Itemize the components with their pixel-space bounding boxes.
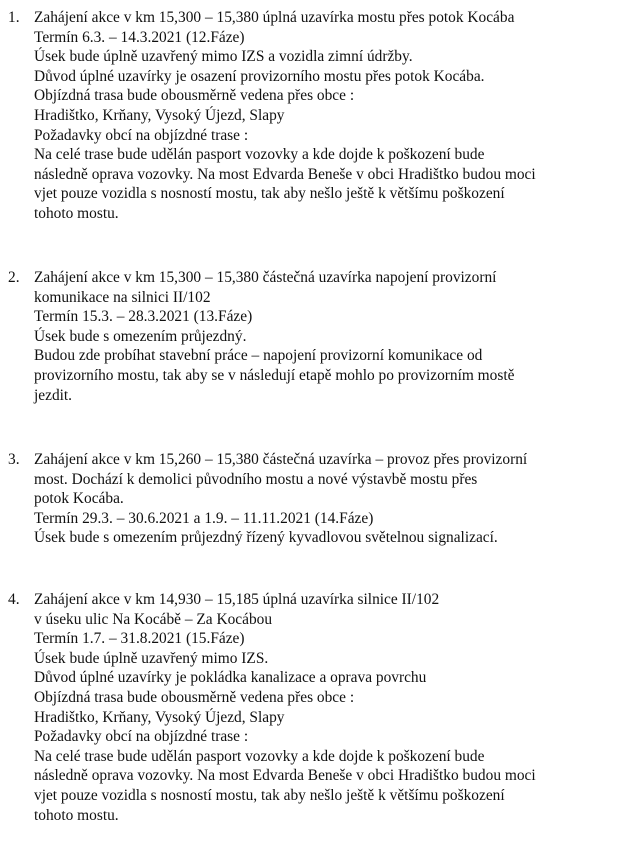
list-item-2 <box>8 268 608 405</box>
text-line: Požadavky obcí na objízdné trase : <box>34 728 249 746</box>
list-item-4 <box>8 590 608 825</box>
item-text <box>34 450 608 548</box>
text-line: Hradištko, Krňany, Vysoký Újezd, Slapy <box>34 708 285 726</box>
text-line: Úsek bude úplně uzavřený mimo IZS. <box>34 649 269 667</box>
text-line: Úsek bude s omezením průjezdný řízený kyvadlovou světelnou signalizací. <box>34 529 498 547</box>
item-term: Termín 1.7. – 31.8.2021 (15.Fáze) <box>34 630 245 648</box>
text-line: tohoto mostu. <box>34 806 119 824</box>
text-line: následně oprava vozovky. Na most Edvarda Beneše v obci Hradištko budou moci <box>34 767 536 785</box>
list-number: 2. <box>8 269 20 286</box>
text-line: Důvod úplné uzavírky je pokládka kanalizace a oprava povrchu <box>34 669 427 687</box>
text-line: Objízdná trasa bude obousměrně vedena přes obce : <box>34 87 355 105</box>
list-number: 4. <box>8 591 20 608</box>
item-heading: Zahájení akce v km 15,260 – 15,380 částečná uzavírka – provoz přes provizorní <box>34 451 528 468</box>
item-text <box>34 8 608 224</box>
text-line: vjet pouze vozidla s nosností mostu, tak aby nešlo ještě k většímu poškození <box>34 185 505 203</box>
text-line: následně oprava vozovky. Na most Edvarda Beneše v obci Hradištko budou moci <box>34 165 536 183</box>
item-heading: Zahájení akce v km 15,300 – 15,380 úplná uzavírka mostu přes potok Kocába <box>34 9 515 26</box>
list-number: 3. <box>8 451 20 468</box>
item-text <box>34 590 608 825</box>
text-line: Objízdná trasa bude obousměrně vedena přes obce : <box>34 688 355 706</box>
text-line: vjet pouze vozidla s nosností mostu, tak aby nešlo ještě k většímu poškození <box>34 786 505 804</box>
text-line: Budou zde probíhat stavební práce – napojení provizorní komunikace od <box>34 347 483 365</box>
item-term: Termín 29.3. – 30.6.2021 a 1.9. – 11.11.2021 (14.Fáze) <box>34 509 374 527</box>
list-item-3 <box>8 450 608 548</box>
item-heading-cont: v úseku ulic Na Kocábě – Za Kocábou <box>34 610 273 628</box>
text-line: Úsek bude úplně uzavřený mimo IZS a vozidla zimní údržby. <box>34 48 413 66</box>
list-number: 1. <box>8 9 20 26</box>
text-line: Na celé trase bude udělán pasport vozovky a kde dojde k poškození bude <box>34 146 485 164</box>
text-line: Hradištko, Krňany, Vysoký Újezd, Slapy <box>34 106 285 124</box>
item-heading: Zahájení akce v km 15,300 – 15,380 částečná uzavírka napojení provizorní <box>34 269 497 286</box>
item-term: Termín 15.3. – 28.3.2021 (13.Fáze) <box>34 308 253 326</box>
text-line: Důvod úplné uzavírky je osazení provizorního mostu přes potok Kocába. <box>34 67 485 85</box>
text-line: Úsek bude s omezením průjezdný. <box>34 327 247 345</box>
item-heading-cont: komunikace na silnici II/102 <box>34 288 211 306</box>
text-line: Na celé trase bude udělán pasport vozovky a kde dojde k poškození bude <box>34 747 485 765</box>
item-text <box>34 268 608 405</box>
item-heading-cont: most. Dochází k demolici původního mostu a nové výstavbě mostu přes <box>34 470 478 488</box>
text-line: tohoto mostu. <box>34 204 119 222</box>
text-line: Požadavky obcí na objízdné trase : <box>34 126 249 144</box>
item-heading: Zahájení akce v km 14,930 – 15,185 úplná uzavírka silnice II/102 <box>34 591 440 608</box>
text-line: provizorního mostu, tak aby se v následují etapě mohlo po provizorním mostě <box>34 366 515 384</box>
list-item-1 <box>8 8 608 224</box>
item-term: Termín 6.3. – 14.3.2021 (12.Fáze) <box>34 28 245 46</box>
item-heading-cont: potok Kocába. <box>34 490 124 508</box>
text-line: jezdit. <box>34 386 73 404</box>
